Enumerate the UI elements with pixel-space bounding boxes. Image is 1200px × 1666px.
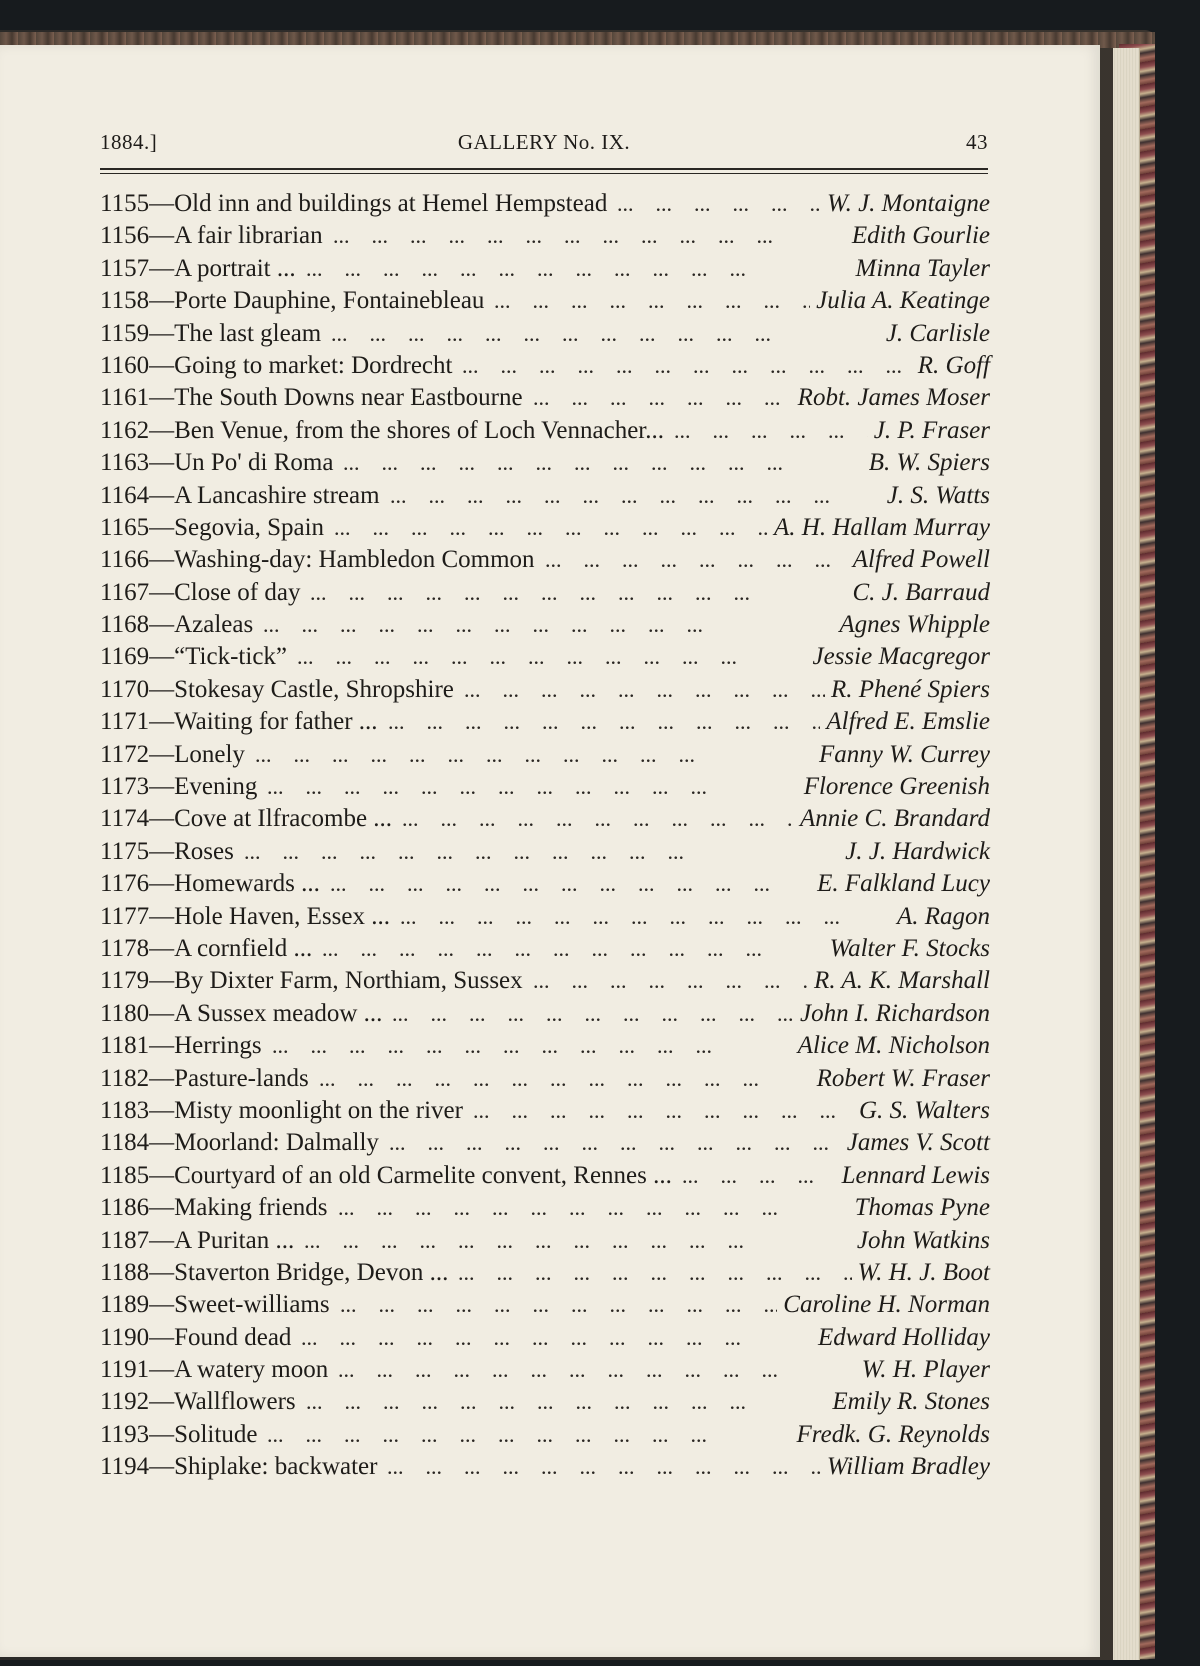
catalogue-entry (100, 836, 990, 868)
header-rule-thick (100, 168, 988, 170)
entry-artist: Robt. James Moser (792, 382, 990, 414)
catalogue-entry (100, 220, 990, 252)
entry-title: 1174—Cove at Ilfracombe ... (100, 803, 398, 835)
entry-artist: Minna Tayler (850, 253, 991, 285)
entry-artist: E. Falkland Lucy (811, 868, 990, 900)
catalogue-entry (100, 415, 990, 447)
catalogue-entry (100, 998, 990, 1030)
catalogue-entry (100, 739, 990, 771)
entry-title: 1160—Going to market: Dordrecht (100, 350, 458, 382)
entry-title: 1179—By Dixter Farm, Northiam, Sussex (100, 965, 529, 997)
entry-title: 1190—Found dead (100, 1322, 297, 1354)
entry-title: 1189—Sweet-williams (100, 1289, 336, 1321)
catalogue-entry (100, 868, 990, 900)
entry-artist: Alfred E. Emslie (820, 706, 990, 738)
entry-artist: Alfred Powell (847, 544, 990, 576)
catalogue-entry (100, 188, 990, 220)
catalogue-entry (100, 1386, 990, 1418)
catalogue-entry (100, 285, 990, 317)
entry-title: 1183—Misty moonlight on the river (100, 1095, 469, 1127)
entry-title: 1168—Azaleas (100, 609, 259, 641)
catalogue-entry (100, 1127, 990, 1159)
entry-title: 1192—Wallflowers (100, 1386, 302, 1418)
entry-title: 1171—Waiting for father ... (100, 706, 384, 738)
entry-artist: Lennard Lewis (836, 1160, 990, 1192)
entry-title: 1169—“Tick-tick” (100, 641, 293, 673)
entry-artist: C. J. Barraud (847, 577, 991, 609)
catalogue-entry (100, 382, 990, 414)
catalogue-entry (100, 1160, 990, 1192)
entry-artist: J. S. Watts (881, 480, 990, 512)
catalogue-entry (100, 1225, 990, 1257)
catalogue-entry (100, 544, 990, 576)
entry-title: 1187—A Puritan ... (100, 1225, 300, 1257)
entry-title: 1180—A Sussex meadow ... (100, 998, 388, 1030)
entry-artist: R. Goff (912, 350, 990, 382)
entry-artist: John I. Richardson (794, 998, 990, 1030)
entry-artist: Thomas Pyne (849, 1192, 990, 1224)
entry-title: 1175—Roses (100, 836, 240, 868)
catalogue-list (100, 188, 990, 1484)
catalogue-entry (100, 771, 990, 803)
entry-title: 1193—Solitude (100, 1419, 263, 1451)
entry-title: 1155—Old inn and buildings at Hemel Hempstead (100, 188, 613, 220)
entry-title: 1170—Stokesay Castle, Shropshire (100, 674, 460, 706)
entry-title: 1177—Hole Haven, Essex ... (100, 901, 396, 933)
entry-title: 1191—A watery moon (100, 1354, 334, 1386)
entry-artist: Jessie Macgregor (807, 641, 991, 673)
catalogue-entry (100, 350, 990, 382)
running-head (100, 130, 988, 166)
entry-title: 1166—Washing-day: Hambledon Common (100, 544, 541, 576)
entry-title: 1165—Segovia, Spain (100, 512, 330, 544)
entry-artist: Robert W. Fraser (811, 1063, 990, 1095)
entry-title: 1181—Herrings (100, 1030, 268, 1062)
entry-artist: Florence Greenish (798, 771, 990, 803)
catalogue-entry (100, 1063, 990, 1095)
entry-artist: Agnes Whipple (833, 609, 990, 641)
entry-artist: Alice M. Nicholson (792, 1030, 990, 1062)
entry-title: 1184—Moorland: Dalmally (100, 1127, 385, 1159)
catalogue-entry (100, 965, 990, 997)
entry-title: 1185—Courtyard of an old Carmelite convent, Rennes ... (100, 1160, 678, 1192)
catalogue-entry (100, 1030, 990, 1062)
header-title: GALLERY No. IX. (457, 130, 631, 154)
entry-title: 1158—Porte Dauphine, Fontainebleau (100, 285, 490, 317)
book-page (0, 45, 1100, 1657)
entry-artist: Edith Gourlie (846, 220, 990, 252)
catalogue-entry (100, 674, 990, 706)
entry-artist: Fredk. G. Reynolds (791, 1419, 990, 1451)
catalogue-entry (100, 609, 990, 641)
entry-artist: Annie C. Brandard (794, 803, 990, 835)
entry-artist: John Watkins (851, 1225, 990, 1257)
entry-title: 1172—Lonely (100, 739, 251, 771)
catalogue-entry (100, 253, 990, 285)
entry-artist: R. Phené Spiers (825, 674, 990, 706)
entry-artist: William Bradley (821, 1451, 990, 1483)
catalogue-entry (100, 1451, 990, 1483)
entry-title: 1182—Pasture-lands (100, 1063, 315, 1095)
entry-title: 1186—Making friends (100, 1192, 334, 1224)
catalogue-entry (100, 1289, 990, 1321)
catalogue-entry (100, 706, 990, 738)
catalogue-entry (100, 641, 990, 673)
page-stack-edge (1113, 48, 1140, 1660)
entry-title: 1173—Evening (100, 771, 263, 803)
header-year: 1884.] (100, 130, 158, 154)
entry-artist: James V. Scott (841, 1127, 990, 1159)
entry-artist: J. Carlisle (880, 318, 990, 350)
entry-title: 1188—Staverton Bridge, Devon ... (100, 1257, 454, 1289)
entry-artist: Caroline H. Norman (777, 1289, 990, 1321)
page-number: 43 (966, 130, 988, 154)
entry-artist: A. H. Hallam Murray (768, 512, 990, 544)
entry-title: 1167—Close of day (100, 577, 306, 609)
catalogue-entry (100, 480, 990, 512)
entry-artist: A. Ragon (891, 901, 990, 933)
entry-artist: W. H. J. Boot (852, 1257, 990, 1289)
entry-artist: Julia A. Keatinge (810, 285, 990, 317)
entry-title: 1178—A cornfield ... (100, 933, 318, 965)
catalogue-entry (100, 803, 990, 835)
entry-artist: G. S. Walters (853, 1095, 990, 1127)
entry-artist: Walter F. Stocks (824, 933, 990, 965)
entry-artist: J. P. Fraser (868, 415, 990, 447)
entry-artist: R. A. K. Marshall (808, 965, 990, 997)
entry-title: 1176—Homewards ... (100, 868, 326, 900)
entry-title: 1163—Un Po' di Roma (100, 447, 339, 479)
entry-title: 1194—Shiplake: backwater (100, 1451, 383, 1483)
entry-artist: W. J. Montaigne (821, 188, 990, 220)
entry-title: 1162—Ben Venue, from the shores of Loch Vennacher... (100, 415, 670, 447)
catalogue-entry (100, 577, 990, 609)
catalogue-entry (100, 1192, 990, 1224)
entry-artist: Emily R. Stones (826, 1386, 990, 1418)
header-rule-thin (100, 173, 988, 174)
entry-artist: J. J. Hardwick (839, 836, 990, 868)
entry-artist: Fanny W. Currey (813, 739, 990, 771)
catalogue-entry (100, 512, 990, 544)
catalogue-entry (100, 447, 990, 479)
entry-artist: Edward Holliday (812, 1322, 990, 1354)
entry-artist: B. W. Spiers (863, 447, 990, 479)
catalogue-entry (100, 901, 990, 933)
entry-title: 1159—The last gleam (100, 318, 327, 350)
catalogue-entry (100, 1419, 990, 1451)
catalogue-entry (100, 318, 990, 350)
catalogue-entry (100, 1322, 990, 1354)
catalogue-entry (100, 933, 990, 965)
catalogue-entry (100, 1257, 990, 1289)
entry-title: 1156—A fair librarian (100, 220, 329, 252)
entry-artist: W. H. Player (856, 1354, 990, 1386)
entry-title: 1157—A portrait ... (100, 253, 302, 285)
catalogue-entry (100, 1095, 990, 1127)
entry-title: 1161—The South Downs near Eastbourne (100, 382, 529, 414)
catalogue-entry (100, 1354, 990, 1386)
entry-title: 1164—A Lancashire stream (100, 480, 386, 512)
